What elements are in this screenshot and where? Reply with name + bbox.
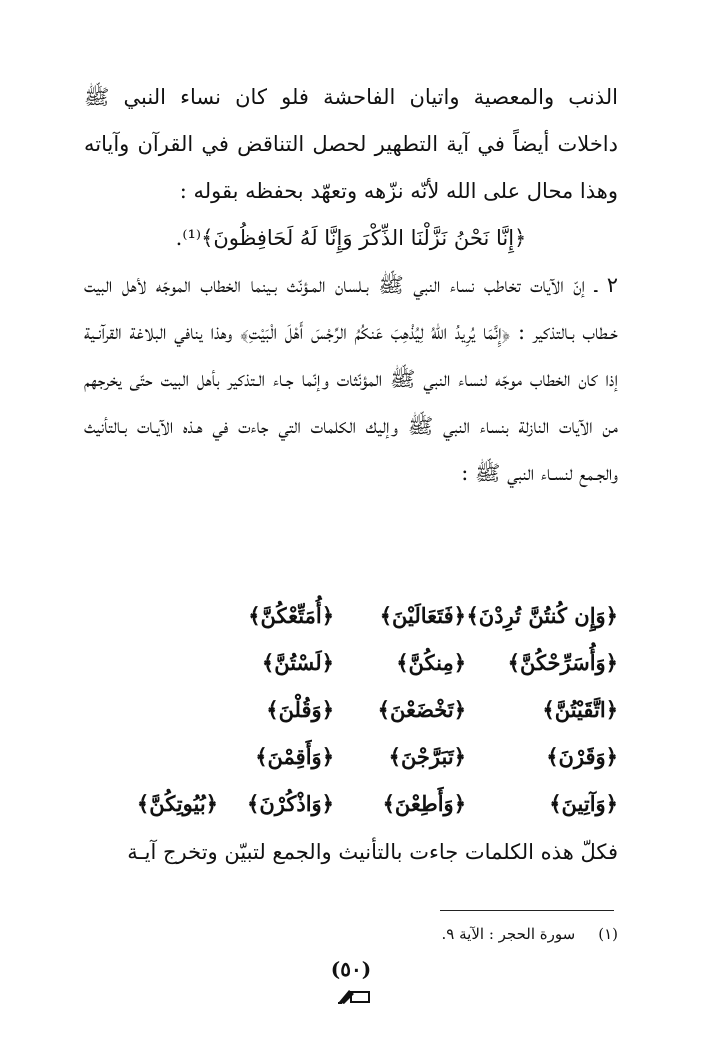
page-number: (٥٠) <box>330 957 372 981</box>
word-row <box>84 639 618 686</box>
word-row <box>84 686 618 733</box>
word-row <box>84 733 618 780</box>
closing-line: فكلّ هذه الكلمات جاءت بالتأنيث والجمع لتبيّن وتخرج آيـة <box>127 840 618 864</box>
paragraph-intro: الذنب والمعصية واتيان الفاحشة فلو كان نساء النبي ﷺ داخلات أيضاً في آية التطهير لحصل التناقض في القرآن وآياته وهذا محال على الله لأنّه نزّهه وتعهّد بحفظه بقوله : <box>84 85 618 203</box>
word-row <box>84 592 618 639</box>
quran-word: ﴿تَبَرَّجْنَ﴾ <box>388 744 466 769</box>
quran-word: ﴿تَخْضَعْنَ﴾ <box>377 697 466 722</box>
quran-word: ﴿وَإِن كُنتُنَّ تُرِدْنَ﴾ <box>466 603 618 628</box>
quran-word: ﴿اتَّقَيْتُنَّ﴾ <box>542 697 618 722</box>
quran-word: ﴿وَأَقِمْنَ﴾ <box>255 744 334 769</box>
quran-word: ﴿وَاذْكُرْنَ﴾ <box>247 791 334 816</box>
footnote-text: سورة الحجر : الآية ٩. <box>441 925 576 943</box>
pen-writing-icon <box>337 986 371 1004</box>
quran-word: ﴿بُيُوتِكُنَّ﴾ <box>136 791 218 816</box>
quran-word: ﴿وَآتِينَ﴾ <box>549 791 618 816</box>
word-row <box>84 780 618 827</box>
quran-word: ﴿لَسْتُنَّ﴾ <box>261 650 334 675</box>
paragraph-point-2: ٢ ـ إنّ الآيات تخاطب نساء النبي ﷺ بـلسان المـؤنّث بـينما الخطاب الموجّه لأهل البيت خـطاب بـالتذكير : ﴿إِنَّمَا يُرِيدُ اللهُ لِيُذْهِبَ عَنكُمُ الرِّجْسَ أَهْلَ الْبَيْتِ﴾ وهذا ينافي البلاغة القرآنـية إذا كان الخطاب موجّه لنساء النبي ﷺ المؤنّثات وإنّما جـاء الـتذكير بأهل البيت حتّى يخرجهم من الآيات النازلة بنساء النبي ﷺ وإليك الكلمات التي جاءت في هـذه الآيـات بـالتأنيث والجـمع لنسـاء النبي ﷺ : <box>84 273 618 485</box>
quran-word: ﴿أُمَتِّعْكُنَّ﴾ <box>248 603 334 628</box>
quran-word: ﴿وَأُسَرِّحْكُنَّ﴾ <box>507 650 618 675</box>
footnote-number: (١) <box>598 925 618 943</box>
quran-word: ﴿وَقَرْنَ﴾ <box>546 744 618 769</box>
feminine-words-list <box>84 592 618 827</box>
quran-word: ﴿وَأَطِعْنَ﴾ <box>382 791 466 816</box>
quran-word: ﴿مِنكُنَّ﴾ <box>396 650 466 675</box>
quran-verse: ﴿إِنَّا نَحْنُ نَزَّلْنَا الذِّكْرَ وَإِنَّا لَهُ لَحَافِظُونَ﴾⁽¹⁾. <box>175 226 527 250</box>
quran-word: ﴿فَتَعَالَيْنَ﴾ <box>379 603 466 628</box>
quran-word: ﴿وَقُلْنَ﴾ <box>266 697 334 722</box>
footnote-divider <box>440 910 614 911</box>
main-text <box>84 74 618 497</box>
footnote <box>260 925 618 943</box>
